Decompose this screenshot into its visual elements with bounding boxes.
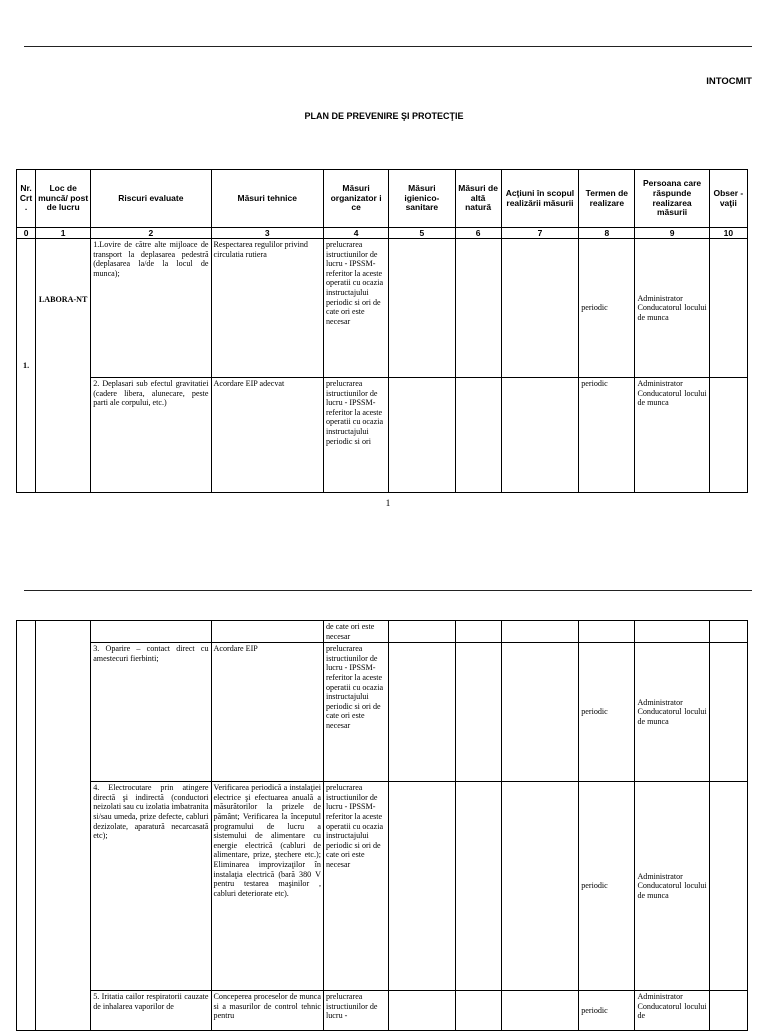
other-measures-cell	[455, 782, 501, 991]
plan-table-page1	[16, 169, 748, 493]
col-number: 4	[323, 228, 388, 239]
responsible-cell: Administrator Conducatorul locului de munca	[635, 782, 709, 991]
observations-cell	[709, 643, 747, 782]
other-measures-cell	[455, 991, 501, 1031]
observations-cell	[709, 621, 747, 643]
deadline-cell: periodic	[579, 239, 635, 378]
workplace-continuation	[36, 621, 91, 1031]
risk-cell	[91, 621, 211, 643]
other-measures-cell	[455, 621, 501, 643]
actions-cell	[501, 991, 579, 1031]
responsible-cell	[635, 621, 709, 643]
page2-top-rule	[24, 590, 752, 591]
table-row	[17, 782, 748, 991]
hygiene-measures-cell	[389, 782, 455, 991]
col-number: 2	[91, 228, 211, 239]
col-header-riscuri: Riscuri evaluate	[91, 170, 211, 228]
deadline-cell: periodic	[579, 378, 635, 493]
deadline-cell	[579, 621, 635, 643]
col-header-igienico: Măsuri igienico-sanitare	[389, 170, 455, 228]
actions-cell	[501, 378, 579, 493]
observations-cell	[709, 378, 747, 493]
observations-cell	[709, 239, 747, 378]
document-title: PLAN DE PREVENIRE ŞI PROTECŢIE	[304, 111, 464, 121]
organizational-measures-cell: prelucrarea istructiunilor de lucru - IPSSM-referitor la aceste operatii cu ocazia instructajului periodic si ori de cate ori este necesar	[323, 782, 388, 991]
col-header-nr: Nr. Crt .	[17, 170, 36, 228]
row-number-continuation	[17, 621, 36, 1031]
header-row	[17, 170, 748, 228]
table-row	[17, 621, 748, 643]
observations-cell	[709, 991, 747, 1031]
col-header-alta-natura: Măsuri de altă natură	[455, 170, 501, 228]
hygiene-measures-cell	[389, 991, 455, 1031]
col-number: 9	[635, 228, 709, 239]
responsible-cell: Administrator Conducatorul locului de	[635, 991, 709, 1031]
responsible-cell: Administrator Conducatorul locului de munca	[635, 239, 709, 378]
col-number: 7	[501, 228, 579, 239]
col-header-persoana: Persoana care răspunde realizarea măsurii	[635, 170, 709, 228]
col-header-actiuni: Acţiuni în scopul realizării măsurii	[501, 170, 579, 228]
technical-measures-cell: Conceperea proceselor de munca si a masurilor de control tehnic pentru	[211, 991, 323, 1031]
col-header-organizatorice: Măsuri organizator i ce	[323, 170, 388, 228]
organizational-measures-cell: prelucrarea istructiunilor de lucru - IPSSM-referitor la aceste operatii cu ocazia instructajului periodic si ori de cate ori este necesar	[323, 643, 388, 782]
hygiene-measures-cell	[389, 378, 455, 493]
actions-cell	[501, 782, 579, 991]
workplace-cell: LABORA-NT	[36, 239, 91, 493]
technical-measures-cell: Acordare EIP adecvat	[211, 378, 323, 493]
organizational-measures-cell: prelucrarea istructiunilor de lucru - IPSSM-referitor la aceste operatii cu ocazia instructajului periodic si ori de cate ori este necesar	[323, 239, 388, 378]
deadline-cell: periodic	[579, 991, 635, 1031]
page-number: 1	[385, 499, 391, 509]
plan-table-page2	[16, 620, 748, 1031]
responsible-cell: Administrator Conducatorul locului de munca	[635, 643, 709, 782]
actions-cell	[501, 621, 579, 643]
col-header-tehnice: Măsuri tehnice	[211, 170, 323, 228]
other-measures-cell	[455, 239, 501, 378]
technical-measures-cell	[211, 621, 323, 643]
table-row	[17, 378, 748, 493]
organizational-measures-cell: prelucrarea istructiunilor de lucru - IPSSM-referitor la aceste operatii cu ocazia instructajului periodic si ori	[323, 378, 388, 493]
technical-measures-cell: Verificarea periodică a instalaţiei electrice şi efectuarea anuală a măsurătorilor la prizele de pământ; Verificarea la începutul programului de lucru a sistemului de alimentare cu energie electrică (cabluri de alimentare, prize, ştechere etc.); Eliminarea improvizaţilor în instalaţia electrică (bară 380 V pentru testarea maşinilor , cabluri deteriorate etc).	[211, 782, 323, 991]
table-row	[17, 991, 748, 1031]
technical-measures-cell: Respectarea regulilor privind circulatia rutiera	[211, 239, 323, 378]
col-number: 5	[389, 228, 455, 239]
organizational-measures-cell: de cate ori este necesar	[323, 621, 388, 643]
col-header-loc: Loc de muncă/ post de lucru	[36, 170, 91, 228]
col-number: 3	[211, 228, 323, 239]
deadline-cell: periodic	[579, 782, 635, 991]
observations-cell	[709, 782, 747, 991]
col-number: 0	[17, 228, 36, 239]
col-header-observatii: Obser -vaţii	[709, 170, 747, 228]
responsible-cell: Administrator Conducatorul locului de munca	[635, 378, 709, 493]
column-number-row	[17, 228, 748, 239]
risk-cell: 4. Electrocutare prin atingere directă şi indirectă (conductori neizolati sau cu izolatia imbatranita si/sau umeda, prize defecte, cabluri dezizolate, aparatură necarcasată etc);	[91, 782, 211, 991]
organizational-measures-cell: prelucrarea istructiunilor de lucru -	[323, 991, 388, 1031]
other-measures-cell	[455, 378, 501, 493]
risk-cell: 3. Oparire – contact direct cu amestecuri fierbinti;	[91, 643, 211, 782]
col-number: 10	[709, 228, 747, 239]
risk-cell: 1.Lovire de către alte mijloace de transport la deplasarea pedestră (deplasarea la/de la locul de munca);	[91, 239, 211, 378]
actions-cell	[501, 643, 579, 782]
deadline-cell: periodic	[579, 643, 635, 782]
actions-cell	[501, 239, 579, 378]
row-number: 1.	[17, 239, 36, 493]
other-measures-cell	[455, 643, 501, 782]
hygiene-measures-cell	[389, 643, 455, 782]
col-header-termen: Termen de realizare	[579, 170, 635, 228]
hygiene-measures-cell	[389, 239, 455, 378]
intocmit-label: INTOCMIT	[706, 76, 752, 87]
hygiene-measures-cell	[389, 621, 455, 643]
col-number: 6	[455, 228, 501, 239]
col-number: 8	[579, 228, 635, 239]
table-row	[17, 643, 748, 782]
risk-cell: 5. Iritatia cailor respiratorii cauzate de inhalarea vaporilor de	[91, 991, 211, 1031]
technical-measures-cell: Acordare EIP	[211, 643, 323, 782]
col-number: 1	[36, 228, 91, 239]
risk-cell: 2. Deplasari sub efectul gravitatiei (cadere libera, alunecare, peste parti ale corpului, etc.)	[91, 378, 211, 493]
page1-top-rule	[24, 46, 752, 47]
table-row	[17, 239, 748, 378]
